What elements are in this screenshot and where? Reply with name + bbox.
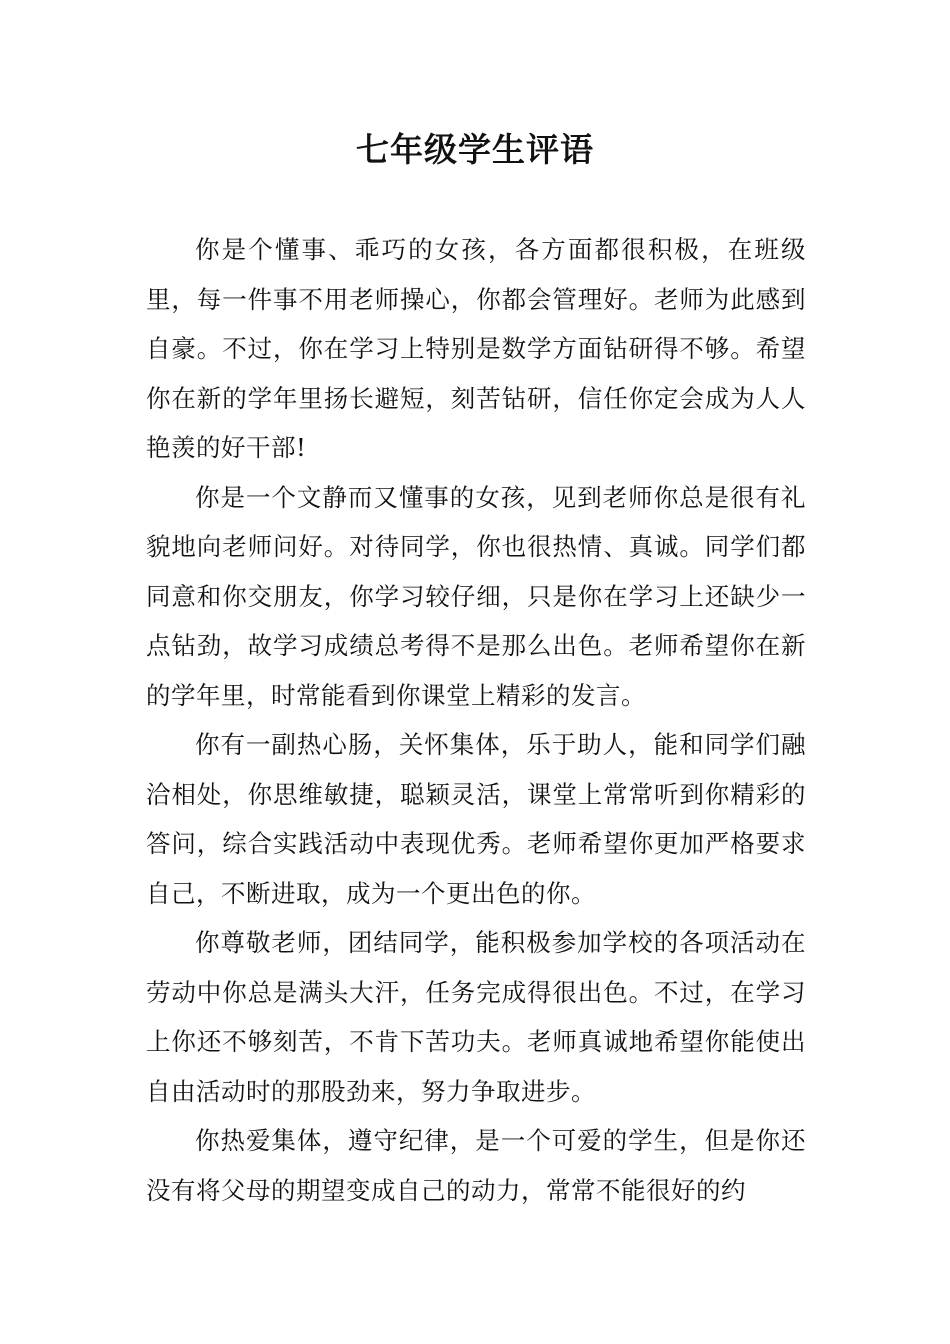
document-body [146, 225, 806, 1215]
comment-paragraph-1: 你是个懂事、乖巧的女孩，各方面都很积极，在班级里，每一件事不用老师操心，你都会管理好。老师为此感到自豪。不过，你在学习上特别是数学方面钻研得不够。希望你在新的学年里扬长避短，刻苦钻研，信任你定会成为人人艳羡的好干部! [146, 235, 806, 462]
document-title: 七年级学生评语 [356, 130, 594, 169]
comment-paragraph-5: 你热爱集体，遵守纪律，是一个可爱的学生，但是你还没有将父母的期望变成自己的动力，常常不能很好的约 [146, 1126, 806, 1205]
comment-paragraph-3: 你有一副热心肠，关怀集体，乐于助人，能和同学们融洽相处，你思维敏捷，聪颖灵活，课堂上常常听到你精彩的答问，综合实践活动中表现优秀。老师希望你更加严格要求自己，不断进取，成为一个更出色的你。 [146, 730, 806, 908]
comment-paragraph-4: 你尊敬老师，团结同学，能积极参加学校的各项活动在劳动中你总是满头大汗，任务完成得很出色。不过，在学习上你还不够刻苦，不肯下苦功夫。老师真诚地希望你能使出自由活动时的那股劲来，努力争取进步。 [146, 928, 806, 1106]
comment-paragraph-2: 你是一个文静而又懂事的女孩，见到老师你总是很有礼貌地向老师问好。对待同学，你也很热情、真诚。同学们都同意和你交朋友，你学习较仔细，只是你在学习上还缺少一点钻劲，故学习成绩总考得不是那么出色。老师希望你在新的学年里，时常能看到你课堂上精彩的发言。 [146, 482, 806, 710]
